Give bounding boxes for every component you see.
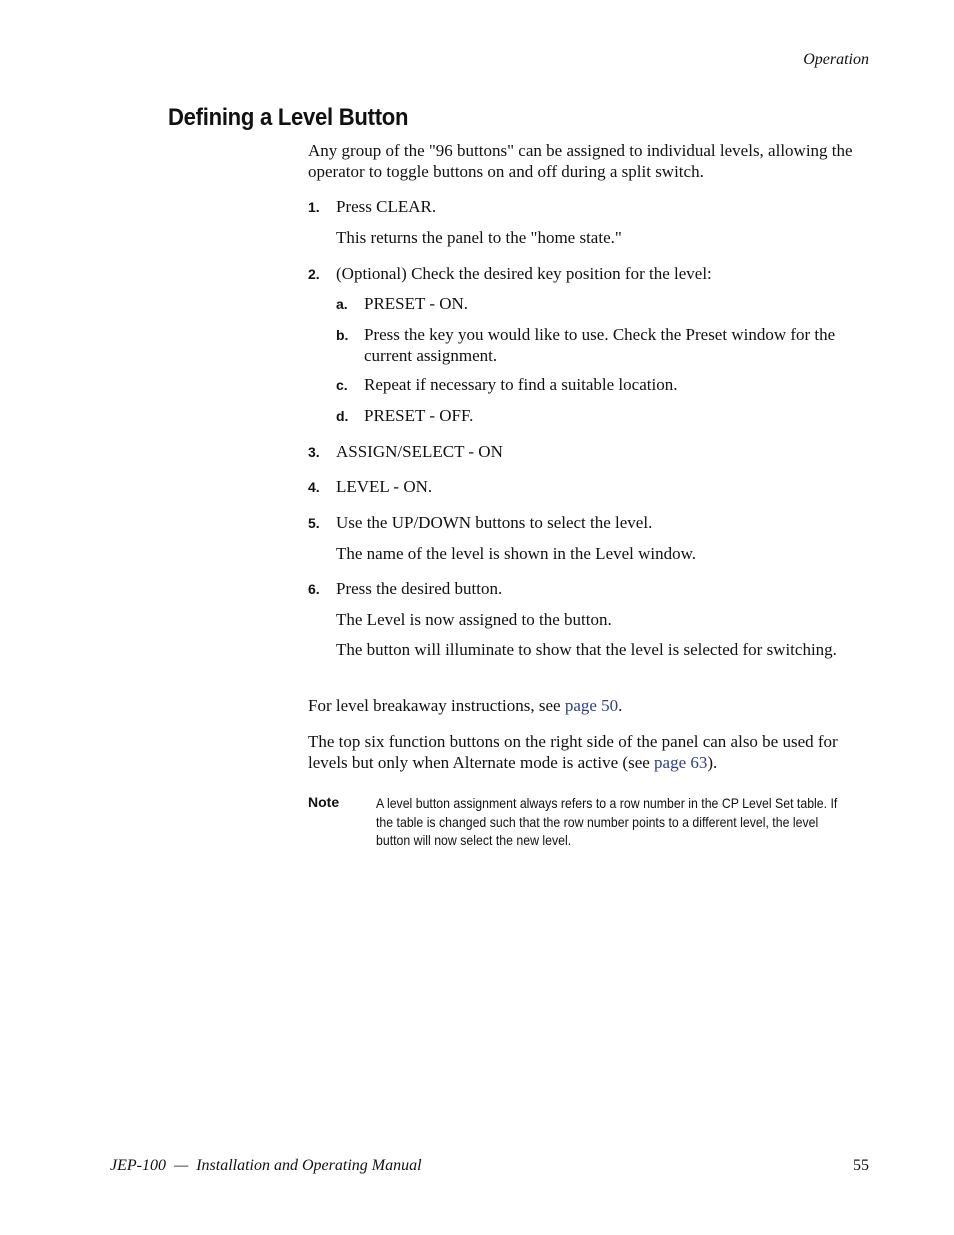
step-number: 6. — [308, 581, 320, 597]
step-text: Use the UP/DOWN buttons to select the level. — [336, 513, 653, 532]
step-note: The Level is now assigned to the button. — [336, 610, 612, 629]
step-number: 4. — [308, 479, 320, 495]
page-63-link[interactable]: page 63 — [654, 752, 708, 772]
step-note: The button will illuminate to show that the level is selected for switching. — [336, 640, 837, 659]
step-note: This returns the panel to the "home state." — [336, 228, 622, 247]
step-text: ASSIGN/SELECT - ON — [336, 442, 503, 461]
function-buttons-paragraph — [308, 732, 873, 773]
page-50-link[interactable]: page 50 — [564, 696, 619, 715]
breakaway-paragraph — [308, 696, 873, 717]
step-number: 1. — [308, 199, 320, 215]
intro-paragraph: Any group of the "96 buttons" can be assigned to individual levels, allowing the operator to toggle buttons on and off during a split switch. — [308, 141, 853, 181]
substep-text: Repeat if necessary to find a suitable location. — [364, 375, 678, 394]
note-text: A level button assignment always refers to a row number in the CP Level Set table. If the table is changed such that the row number points to a different level, the level button will now select the new level. — [376, 795, 838, 848]
step-text: Press the desired button. — [336, 579, 503, 598]
running-head: Operation — [803, 51, 869, 68]
substep-text: PRESET - OFF. — [364, 406, 474, 425]
substep-letter: c. — [336, 377, 348, 393]
substep-letter: a. — [336, 296, 348, 312]
step-text: LEVEL - ON. — [336, 477, 433, 496]
function-buttons-suffix: ). — [707, 752, 718, 772]
step-text: (Optional) Check the desired key position for the level: — [336, 264, 712, 283]
substep-text: Press the key you would like to use. Check the Preset window for the current assignment. — [364, 325, 836, 365]
substep-text: PRESET - ON. — [364, 294, 469, 313]
step-note: The name of the level is shown in the Level window. — [336, 544, 697, 563]
substep-letter: b. — [336, 327, 349, 343]
step-text: Press CLEAR. — [336, 197, 437, 216]
section-heading: Defining a Level Button — [168, 104, 409, 131]
note-label: Note — [308, 794, 340, 810]
step-number: 2. — [308, 266, 320, 282]
step-number: 3. — [308, 444, 320, 460]
footer-manual-title: JEP-100 — Installation and Operating Manual — [110, 1157, 422, 1174]
breakaway-suffix: . — [618, 696, 623, 715]
function-buttons-prefix: The top six function buttons on the right side of the panel can also be used for levels but only when Alternate mode is active (see — [308, 732, 838, 772]
page-number: 55 — [853, 1157, 869, 1174]
breakaway-prefix: For level breakaway instructions, see — [308, 696, 565, 715]
substep-letter: d. — [336, 408, 349, 424]
step-number: 5. — [308, 515, 320, 531]
